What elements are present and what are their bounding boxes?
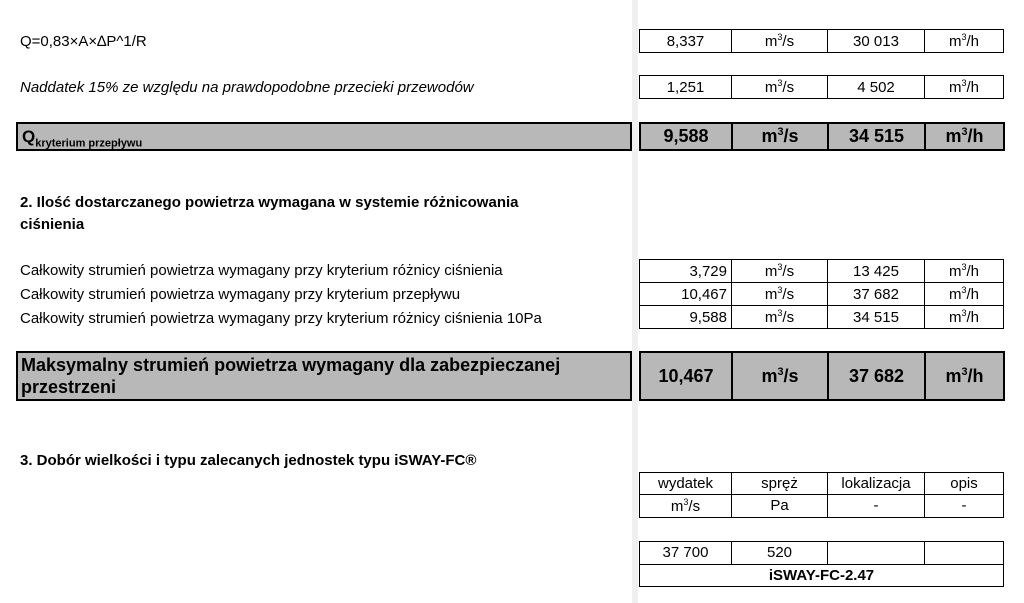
model-name: iSWAY-FC-2.47 bbox=[640, 564, 1004, 587]
section2-heading-line1: 2. Ilość dostarczanego powietrza wymagana w systemie różnicowania bbox=[20, 194, 519, 211]
section2-values-table bbox=[639, 259, 1004, 329]
unit-m3s: $m^3/s$ bbox=[732, 30, 828, 53]
unit-m3s: $m^3/s$ bbox=[732, 260, 828, 283]
header-sprez: spręż bbox=[732, 473, 828, 495]
header-lokalizacja: lokalizacja bbox=[828, 473, 925, 495]
unit-m3h: $m^3/h$ bbox=[925, 352, 1004, 400]
max-flow-bar bbox=[16, 351, 632, 401]
unit-lokalizacja: - bbox=[828, 494, 925, 517]
unit-m3s: $m^3/s$ bbox=[732, 76, 828, 99]
naddatek-value-h: 4 502 bbox=[828, 76, 925, 99]
max-flow-values bbox=[639, 351, 1005, 401]
unit-m3s: $m^3/s$ bbox=[732, 123, 828, 150]
unit-m3h: $m^3/h$ bbox=[925, 283, 1004, 306]
section2-value-s: 10,467 bbox=[640, 283, 732, 306]
unit-m3s: $m^3/s$ bbox=[732, 352, 828, 400]
q-formula-value-h: 30 013 bbox=[828, 30, 925, 53]
section2-value-s: 9,588 bbox=[640, 306, 732, 329]
section2-value-s: 3,729 bbox=[640, 260, 732, 283]
q-kryterium-bar bbox=[16, 122, 632, 151]
section2-value-h: 13 425 bbox=[828, 260, 925, 283]
value-wydatek: 37 700 bbox=[640, 542, 732, 565]
q-kryterium-values bbox=[639, 122, 1005, 151]
section2-item-label: Całkowity strumień powietrza wymagany przy kryterium różnicy ciśnienia bbox=[20, 262, 503, 279]
unit-m3s: $m^3/s$ bbox=[732, 283, 828, 306]
max-flow-value-h: 37 682 bbox=[828, 352, 925, 400]
unit-opis: - bbox=[925, 494, 1004, 517]
section2-value-h: 34 515 bbox=[828, 306, 925, 329]
unit-m3h: $m^3/h$ bbox=[925, 76, 1004, 99]
unit-sprez: Pa bbox=[732, 494, 828, 517]
q-formula-value-s: 8,337 bbox=[640, 30, 732, 53]
unit-m3h: $m^3/h$ bbox=[925, 30, 1004, 53]
header-wydatek: wydatek bbox=[640, 473, 732, 495]
q-formula-values bbox=[639, 29, 1004, 53]
q-kryterium-label: $Q_{kryterium przepływu}$ bbox=[22, 127, 143, 150]
unit-m3h: $m^3/h$ bbox=[925, 260, 1004, 283]
unit-selection-table bbox=[639, 472, 1004, 518]
unit-m3h: $m^3/h$ bbox=[925, 306, 1004, 329]
naddatek-value-s: 1,251 bbox=[640, 76, 732, 99]
max-flow-value-s: 10,467 bbox=[640, 352, 732, 400]
section2-value-h: 37 682 bbox=[828, 283, 925, 306]
unit-m3h: $m^3/h$ bbox=[925, 123, 1004, 150]
naddatek-label: Naddatek 15% ze względu na prawdopodobne przecieki przewodów bbox=[20, 79, 474, 96]
q-kryterium-value-h: 34 515 bbox=[828, 123, 925, 150]
header-opis: opis bbox=[925, 473, 1004, 495]
value-lokalizacja bbox=[828, 542, 925, 565]
section2-item-label: Całkowity strumień powietrza wymagany przy kryterium różnicy ciśnienia 10Pa bbox=[20, 310, 542, 327]
section2-heading-line2: ciśnienia bbox=[20, 216, 85, 233]
q-formula-label: Q=0,83×A×∆P^1/R bbox=[20, 33, 147, 50]
unit-wydatek: $m^3/s$ bbox=[640, 494, 732, 517]
section3-heading: 3. Dobór wielkości i typu zalecanych jednostek typu iSWAY-FC® bbox=[20, 452, 477, 469]
value-opis bbox=[925, 542, 1004, 565]
column-separator bbox=[632, 0, 638, 603]
value-sprez: 520 bbox=[732, 542, 828, 565]
section2-item-label: Całkowity strumień powietrza wymagany przy kryterium przepływu bbox=[20, 286, 461, 303]
unit-m3s: $m^3/s$ bbox=[732, 306, 828, 329]
selected-unit-table bbox=[639, 541, 1004, 587]
q-kryterium-value-s: 9,588 bbox=[640, 123, 732, 150]
max-flow-label: Maksymalny strumień powietrza wymagany dla zabezpieczanej przestrzeni bbox=[21, 355, 561, 397]
naddatek-values bbox=[639, 75, 1004, 99]
